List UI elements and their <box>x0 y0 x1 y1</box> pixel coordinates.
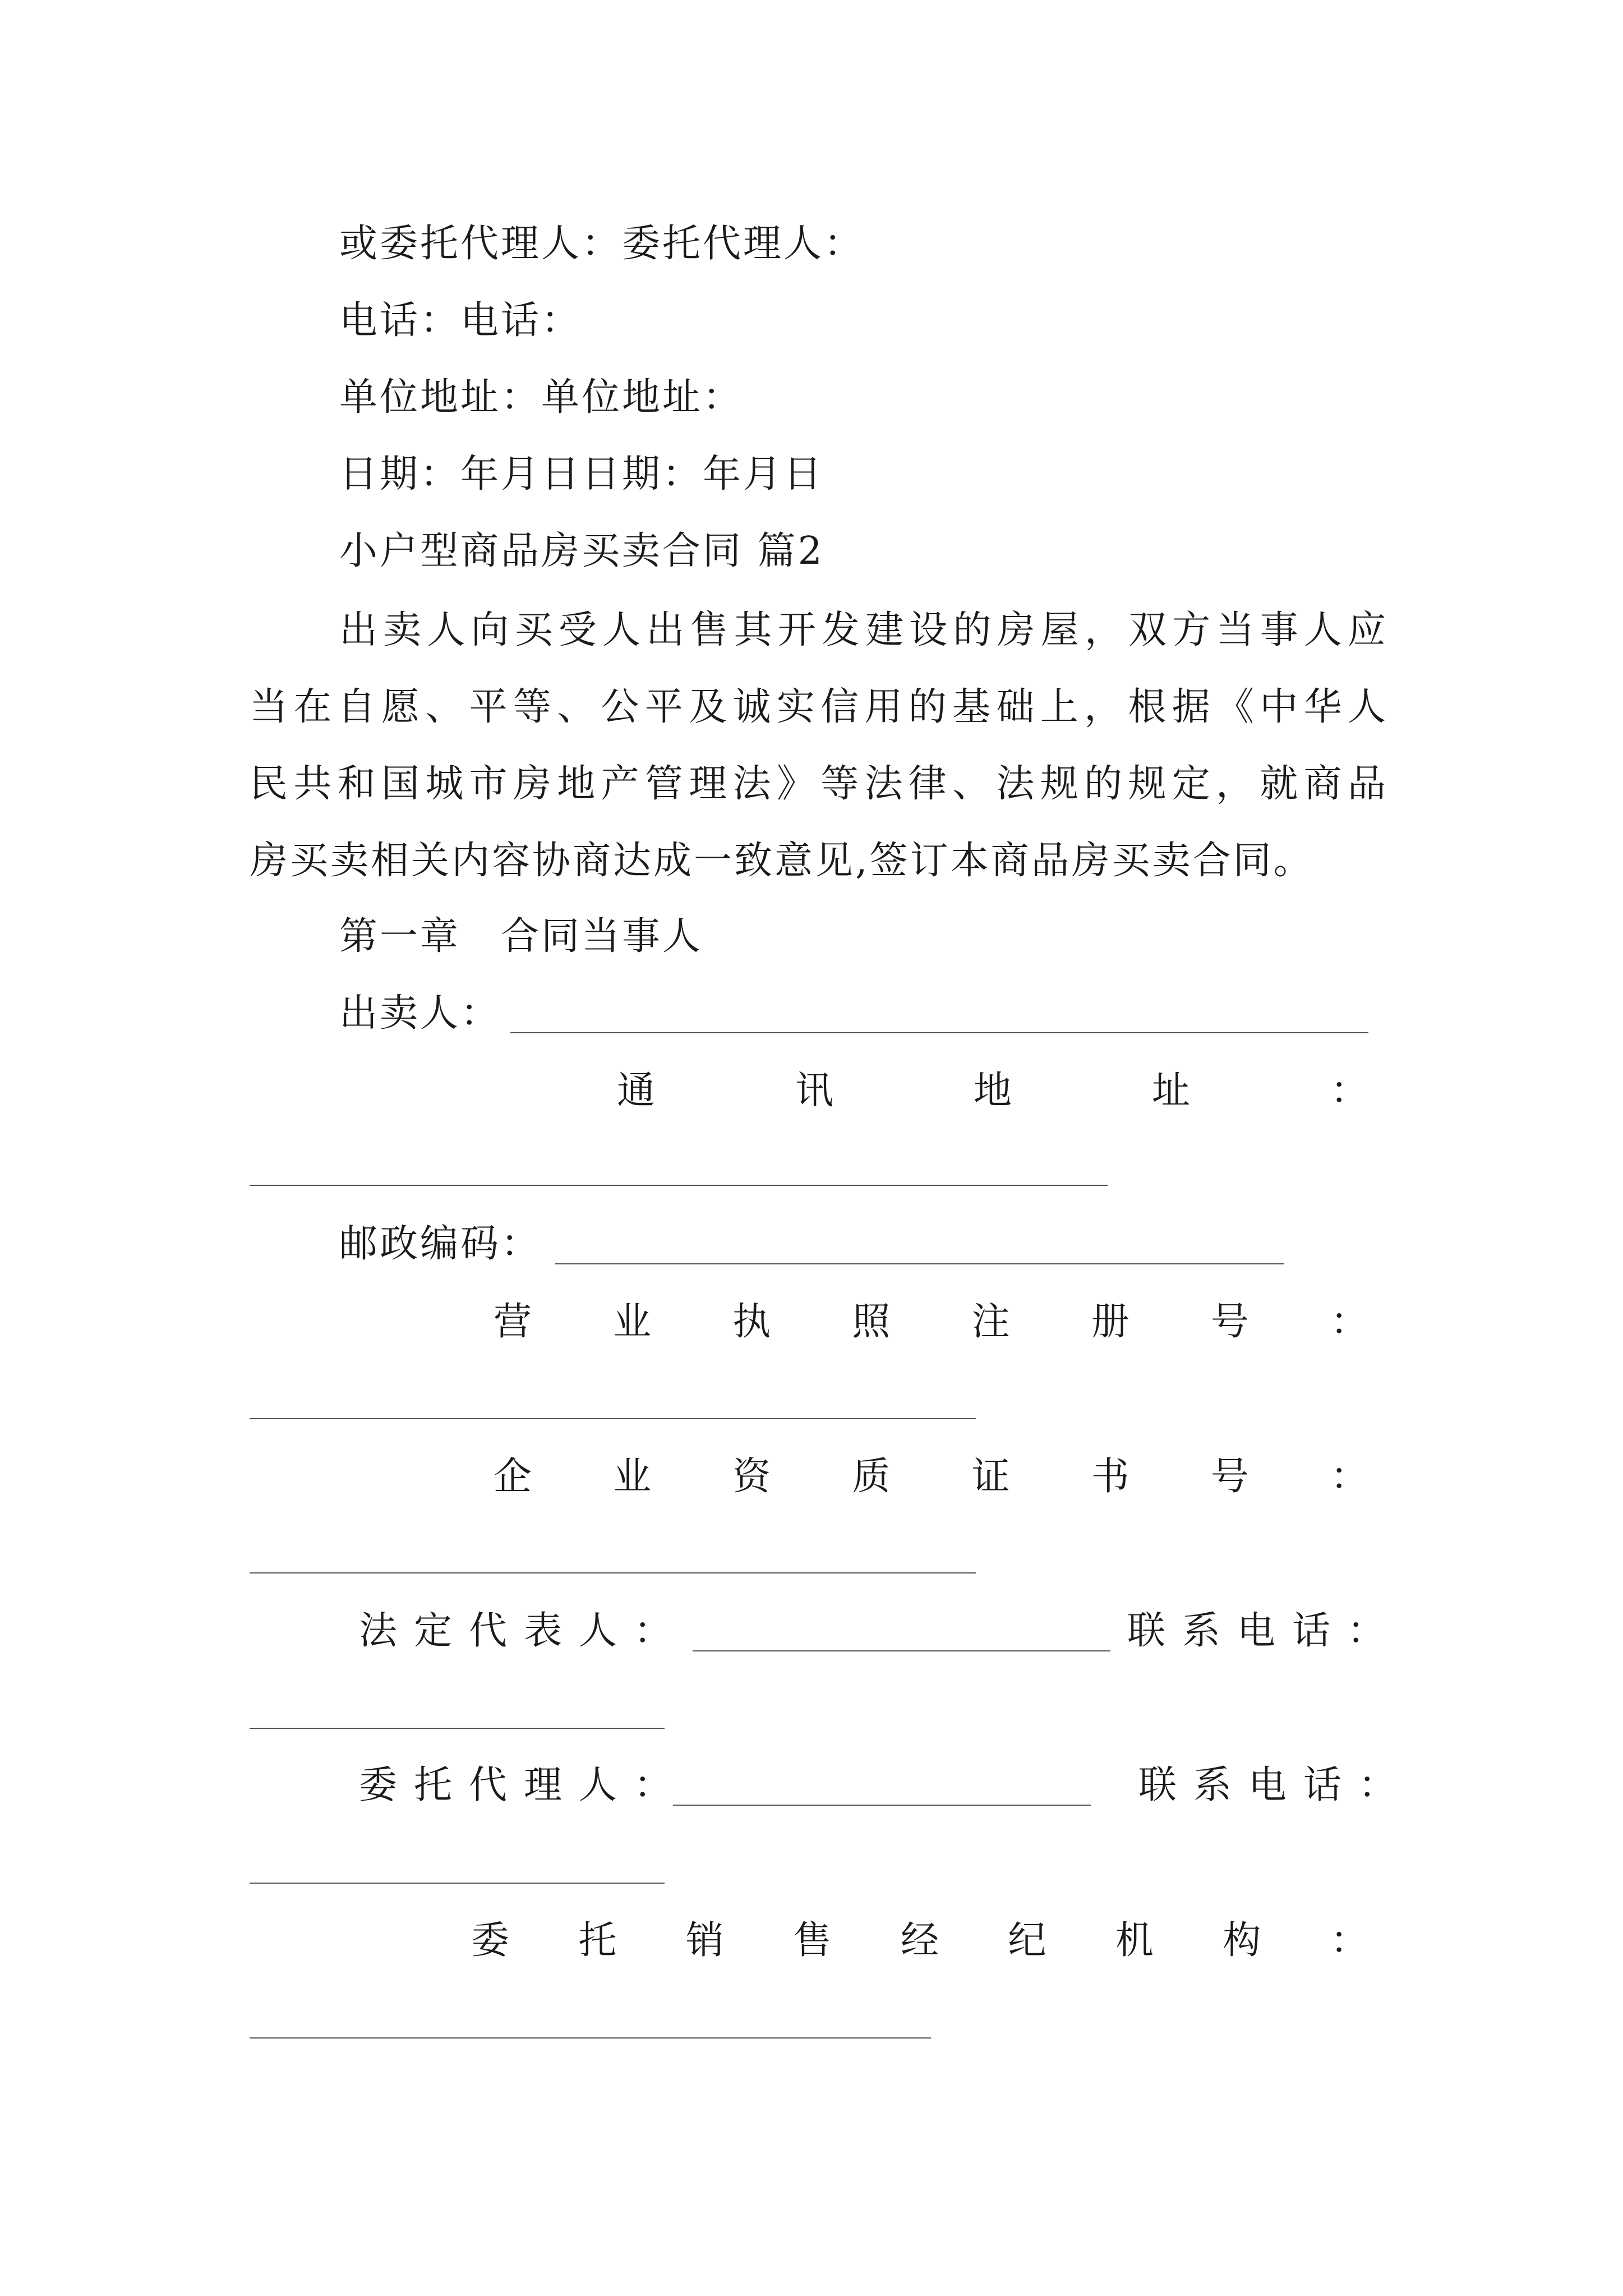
mailing-address-blank <box>250 1185 1108 1186</box>
address-line: 单位地址：单位地址： <box>339 375 744 420</box>
char: 注 <box>971 1300 1010 1344</box>
char: 纪 <box>1008 1918 1046 1963</box>
qualification-number-blank <box>250 1572 976 1573</box>
char: 企 <box>494 1455 532 1499</box>
seller-label: 出卖人： <box>339 991 501 1036</box>
char: 业 <box>613 1455 652 1499</box>
contact-phone-blank-2 <box>250 1883 665 1884</box>
mailing-address-label <box>617 1063 1368 1119</box>
intro-paragraph <box>250 592 1388 899</box>
char: ： <box>1330 1300 1368 1344</box>
license-number-blank <box>250 1418 976 1419</box>
paragraph-line-2: 当在自愿、平等、公平及诚实信用的基础上，根据《中华人 <box>250 685 1388 729</box>
license-number-label <box>494 1294 1368 1350</box>
char: 机 <box>1115 1918 1154 1963</box>
char: 销 <box>685 1918 724 1963</box>
date-line: 日期：年月日日期：年月日 <box>339 452 824 496</box>
contact-phone-label-2: 联系电话： <box>1138 1763 1414 1807</box>
paragraph-line-4: 房买卖相关内容协商达成一致意见,签订本商品房买卖合同。 <box>250 839 1314 883</box>
char: ： <box>1330 1455 1368 1499</box>
char: 业 <box>613 1300 652 1344</box>
char: ： <box>1330 1918 1368 1963</box>
sales-agency-blank <box>250 2037 931 2039</box>
char: 执 <box>732 1300 771 1344</box>
char: 资 <box>732 1455 771 1499</box>
section-heading: 小户型商品房买卖合同 篇2 <box>339 529 824 573</box>
postcode-blank <box>555 1263 1284 1264</box>
chapter-title: 第一章 合同当事人 <box>339 914 703 959</box>
legal-rep-blank <box>693 1650 1110 1651</box>
agent-line: 或委托代理人：委托代理人： <box>339 222 865 266</box>
char: 号 <box>1210 1455 1249 1499</box>
char: 址 <box>1151 1069 1190 1113</box>
char: ： <box>1330 1069 1368 1113</box>
sales-agency-label <box>471 1913 1368 1969</box>
agent-label: 委托代理人： <box>359 1763 689 1807</box>
contact-phone-blank-1 <box>250 1728 665 1729</box>
char: 号 <box>1210 1300 1249 1344</box>
legal-rep-label: 法定代表人： <box>359 1609 689 1653</box>
char: 书 <box>1091 1455 1129 1499</box>
postcode-label: 邮政编码： <box>339 1222 542 1266</box>
char: 营 <box>494 1300 532 1344</box>
char: 质 <box>852 1455 891 1499</box>
char: 托 <box>578 1918 617 1963</box>
char: 讯 <box>795 1069 833 1113</box>
seller-blank <box>510 1032 1368 1033</box>
phone-line: 电话：电话： <box>339 298 582 343</box>
contact-phone-label-1: 联系电话： <box>1127 1609 1403 1653</box>
paragraph-line-3: 民共和国城市房地产管理法》等法律、法规的规定，就商品 <box>250 762 1388 806</box>
char: 证 <box>971 1455 1010 1499</box>
agent-blank <box>673 1805 1091 1806</box>
char: 构 <box>1223 1918 1261 1963</box>
paragraph-line-1: 出卖人向买受人出售其开发建设的房屋，双方当事人应 <box>339 608 1388 652</box>
qualification-number-label <box>494 1449 1368 1505</box>
char: 通 <box>617 1069 656 1113</box>
char: 委 <box>471 1918 510 1963</box>
char: 照 <box>852 1300 891 1344</box>
char: 地 <box>973 1069 1012 1113</box>
char: 经 <box>900 1918 939 1963</box>
char: 册 <box>1091 1300 1129 1344</box>
char: 售 <box>793 1918 832 1963</box>
